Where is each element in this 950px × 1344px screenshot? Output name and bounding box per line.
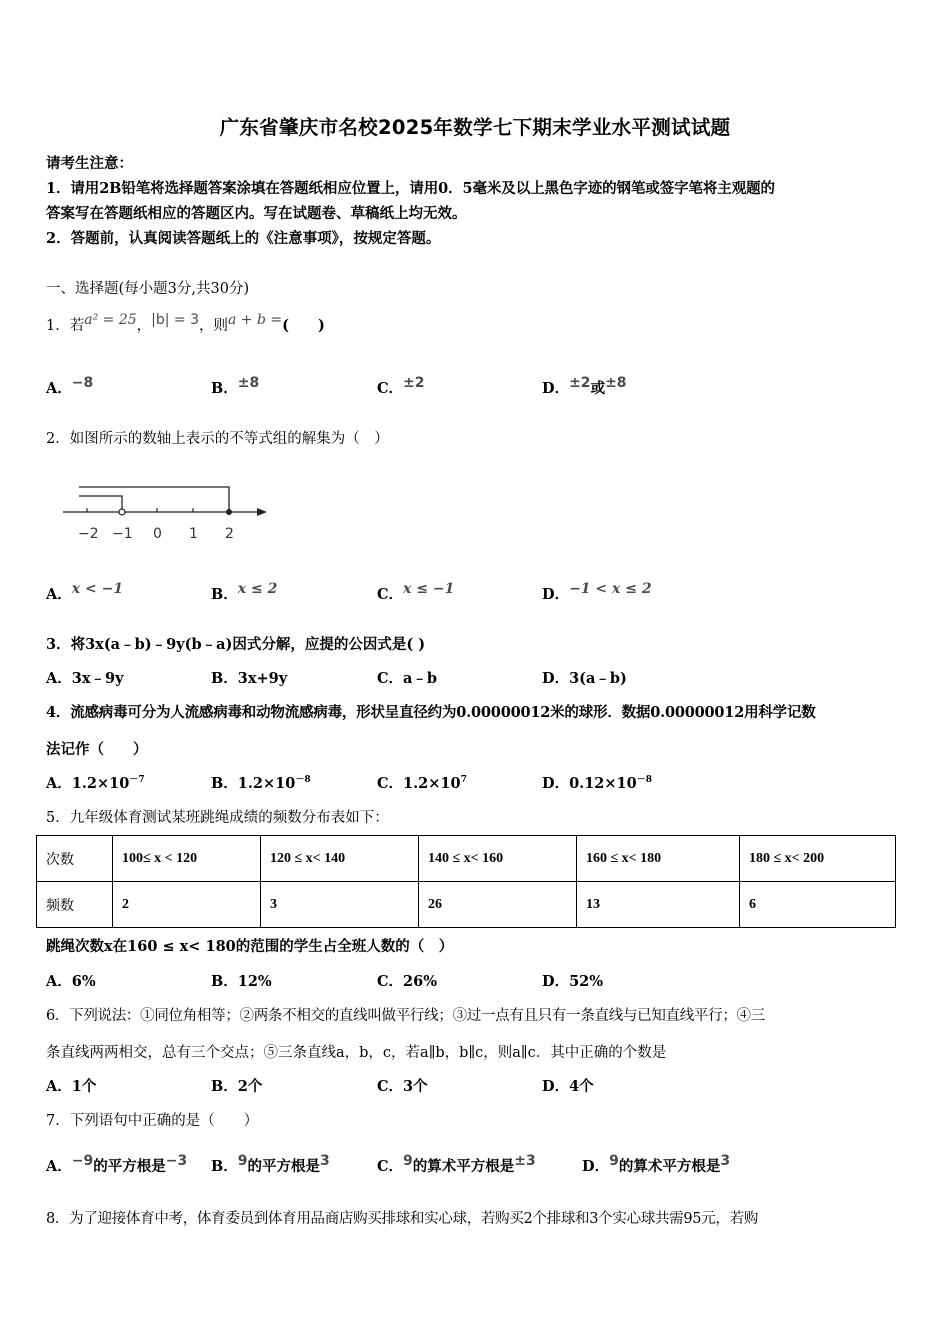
option-math-2: ±8 bbox=[605, 375, 627, 391]
solution-line-x-gt-neg1 bbox=[79, 496, 122, 510]
option-math: −8 bbox=[71, 375, 94, 391]
option-label: C． bbox=[377, 1158, 404, 1175]
option-label: A．1.2×10 bbox=[46, 775, 130, 792]
question-8-line-1: 8．为了迎接体育中考，体育委员到体育用品商店购买排球和实心球，若购买2个排球和3个实心球共需95元，若购 bbox=[46, 1211, 759, 1227]
q6-option-d[interactable]: D．4个 bbox=[542, 1078, 594, 1095]
option-text: 的算术平方根是 bbox=[412, 1158, 515, 1175]
table-cell: 100≤ x < 120 bbox=[113, 836, 261, 882]
option-label: A． bbox=[46, 1158, 72, 1175]
option-or: 或 bbox=[590, 380, 606, 397]
question-6-line-2: 条直线两两相交，总有三个交点；⑤三条直线a，b，c，若a∥b，b∥c，则a∥c．其中正确的个数是 bbox=[46, 1045, 667, 1061]
question-3: 3．将3x(a﹣b)﹣9y(b﹣a)因式分解，应提的公因式是( ) bbox=[46, 636, 426, 653]
option-label: A． bbox=[46, 380, 72, 397]
q2-option-d[interactable] bbox=[542, 583, 652, 604]
q6-option-c[interactable]: C．3个 bbox=[377, 1078, 428, 1095]
table-row bbox=[37, 836, 896, 882]
option-math: x < −1 bbox=[71, 581, 124, 597]
question-6-line-1: 6．下列说法：①同位角相等；②两条不相交的直线叫做平行线；③过一点有且只有一条直线与已知直线平行；④三 bbox=[46, 1008, 765, 1024]
q2-option-c[interactable] bbox=[377, 583, 454, 604]
option-label: C． bbox=[377, 380, 404, 397]
table-row bbox=[37, 882, 896, 928]
notice-line-3: 2．答题前，认真阅读答题纸上的《注意事项》，按规定答题。 bbox=[46, 230, 441, 247]
table-cell: 26 bbox=[419, 882, 577, 928]
table-cell: 2 bbox=[113, 882, 261, 928]
q6-option-a[interactable]: A．1个 bbox=[46, 1078, 97, 1095]
option-math: ±8 bbox=[237, 375, 260, 391]
option-label: D． bbox=[582, 1158, 610, 1175]
option-label: D．0.12×10 bbox=[542, 775, 637, 792]
solution-line-x-le-2 bbox=[79, 487, 229, 510]
option-math: 9 bbox=[237, 1153, 248, 1169]
q6-option-b[interactable]: B．2个 bbox=[211, 1078, 263, 1095]
option-exponent: 7 bbox=[460, 775, 467, 786]
tick-label: 1 bbox=[189, 526, 198, 542]
q1-prefix: 1．若 bbox=[46, 318, 85, 334]
table-cell: 6 bbox=[740, 882, 896, 928]
q5-option-c[interactable]: C．26% bbox=[377, 973, 437, 990]
option-math: ±2 bbox=[403, 375, 425, 391]
open-dot bbox=[119, 509, 125, 515]
option-math: 9 bbox=[403, 1153, 413, 1169]
option-exponent: －8 bbox=[295, 775, 311, 786]
option-math: −1 < x ≤ 2 bbox=[569, 581, 652, 597]
q1-option-b[interactable] bbox=[211, 377, 259, 398]
table-cell: 140 ≤ x< 160 bbox=[419, 836, 577, 882]
q3-option-b[interactable]: B．3x+9y bbox=[211, 670, 288, 687]
option-label: A． bbox=[46, 586, 72, 603]
number-line-figure bbox=[55, 480, 275, 550]
q3-option-d[interactable]: D．3(a﹣b) bbox=[542, 670, 627, 687]
table-cell: 120 ≤ x< 140 bbox=[261, 836, 419, 882]
frequency-table bbox=[36, 835, 896, 928]
notice-heading: 请考生注意： bbox=[46, 155, 133, 172]
section-heading: 一、选择题(每小题3分,共30分) bbox=[46, 281, 250, 297]
q7-option-d[interactable] bbox=[582, 1155, 730, 1176]
q5-option-d[interactable]: D．52% bbox=[542, 973, 604, 990]
option-label: D． bbox=[542, 586, 570, 603]
option-label: D． bbox=[542, 380, 570, 397]
q5-question: 跳绳次数x在160 ≤ x< 180的范围的学生占全班人数的（ ） bbox=[46, 938, 454, 955]
option-text: 的平方根是 bbox=[93, 1158, 166, 1175]
table-cell: 频数 bbox=[37, 882, 113, 928]
option-math-2: 3 bbox=[320, 1153, 330, 1169]
table-cell: 180 ≤ x< 200 bbox=[740, 836, 896, 882]
option-math: 9 bbox=[609, 1153, 619, 1169]
table-cell: 次数 bbox=[37, 836, 113, 882]
option-math-2: ±3 bbox=[514, 1153, 536, 1169]
q1-option-c[interactable] bbox=[377, 377, 425, 398]
q1-option-a[interactable] bbox=[46, 377, 93, 398]
q7-option-a[interactable] bbox=[46, 1155, 187, 1176]
q2-option-a[interactable] bbox=[46, 583, 123, 604]
q3-option-a[interactable]: A．3x﹣9y bbox=[46, 670, 124, 687]
option-math: ±2 bbox=[569, 375, 591, 391]
option-math-2: −3 bbox=[165, 1153, 188, 1169]
option-math: x ≤ −1 bbox=[403, 581, 455, 597]
option-label: C．1.2×10 bbox=[377, 775, 461, 792]
q4-option-b[interactable] bbox=[211, 772, 311, 793]
tick-label: 2 bbox=[225, 526, 234, 542]
q1-expr-a: a² = 25 bbox=[84, 312, 137, 328]
closed-dot bbox=[226, 509, 232, 515]
q1-sep: ， bbox=[136, 318, 152, 334]
q2-option-b[interactable] bbox=[211, 583, 277, 604]
tick-label: −2 bbox=[78, 526, 99, 542]
q1-suffix: ( ) bbox=[282, 317, 325, 334]
question-4-line-2: 法记作（ ） bbox=[46, 741, 148, 758]
option-exponent: －7 bbox=[129, 775, 145, 786]
q1-expr-sum: a + b = bbox=[228, 312, 283, 328]
notice-line-1: 1．请用2B铅笔将选择题答案涂填在答题纸相应位置上，请用0．5毫米及以上黑色字迹的钢笔或签字笔将主观题的 bbox=[46, 180, 775, 197]
table-cell: 160 ≤ x< 180 bbox=[577, 836, 740, 882]
question-1 bbox=[46, 314, 325, 335]
option-label: B． bbox=[211, 1158, 238, 1175]
option-math: x ≤ 2 bbox=[237, 581, 278, 597]
axis-arrow-icon bbox=[257, 508, 267, 516]
q1-option-d[interactable] bbox=[542, 377, 627, 398]
notice-line-2: 答案写在答题纸相应的答题区内。写在试题卷、草稿纸上均无效。 bbox=[46, 205, 467, 222]
table-cell: 13 bbox=[577, 882, 740, 928]
q7-option-b[interactable] bbox=[211, 1155, 330, 1176]
q4-option-a[interactable] bbox=[46, 772, 145, 793]
question-4-line-1: 4．流感病毒可分为人流感病毒和动物流感病毒，形状呈直径约为0.00000012米的球形．数据0.00000012用科学记数 bbox=[46, 704, 816, 721]
question-5: 5．九年级体育测试某班跳绳成绩的频数分布表如下： bbox=[46, 810, 389, 826]
option-math-2: 3 bbox=[720, 1153, 731, 1169]
tick-label: 0 bbox=[153, 526, 162, 542]
option-label: C． bbox=[377, 586, 404, 603]
option-math: −9 bbox=[71, 1153, 94, 1169]
question-7: 7．下列语句中正确的是（ ） bbox=[46, 1113, 259, 1129]
page-title: 广东省肇庆市名校2025年数学七下期末学业水平测试试题 bbox=[219, 116, 731, 139]
q1-expr-b: |b| = 3 bbox=[151, 312, 199, 328]
option-text: 的平方根是 bbox=[247, 1158, 321, 1175]
option-text: 的算术平方根是 bbox=[618, 1158, 721, 1175]
tick-label: −1 bbox=[112, 526, 133, 542]
option-label: B． bbox=[211, 586, 238, 603]
q7-option-c[interactable] bbox=[377, 1155, 536, 1176]
question-2: 2．如图所示的数轴上表示的不等式组的解集为（ ） bbox=[46, 431, 389, 447]
q1-mid: ，则 bbox=[199, 318, 228, 334]
option-label: B．1.2×10 bbox=[211, 775, 296, 792]
q5-option-a[interactable]: A．6% bbox=[46, 973, 96, 990]
q5-option-b[interactable]: B．12% bbox=[211, 973, 272, 990]
option-exponent: －8 bbox=[636, 775, 652, 786]
q4-option-c[interactable] bbox=[377, 772, 467, 793]
option-label: B． bbox=[211, 380, 238, 397]
q4-option-d[interactable] bbox=[542, 772, 652, 793]
q3-option-c[interactable]: C．a﹣b bbox=[377, 670, 438, 687]
table-cell: 3 bbox=[261, 882, 419, 928]
